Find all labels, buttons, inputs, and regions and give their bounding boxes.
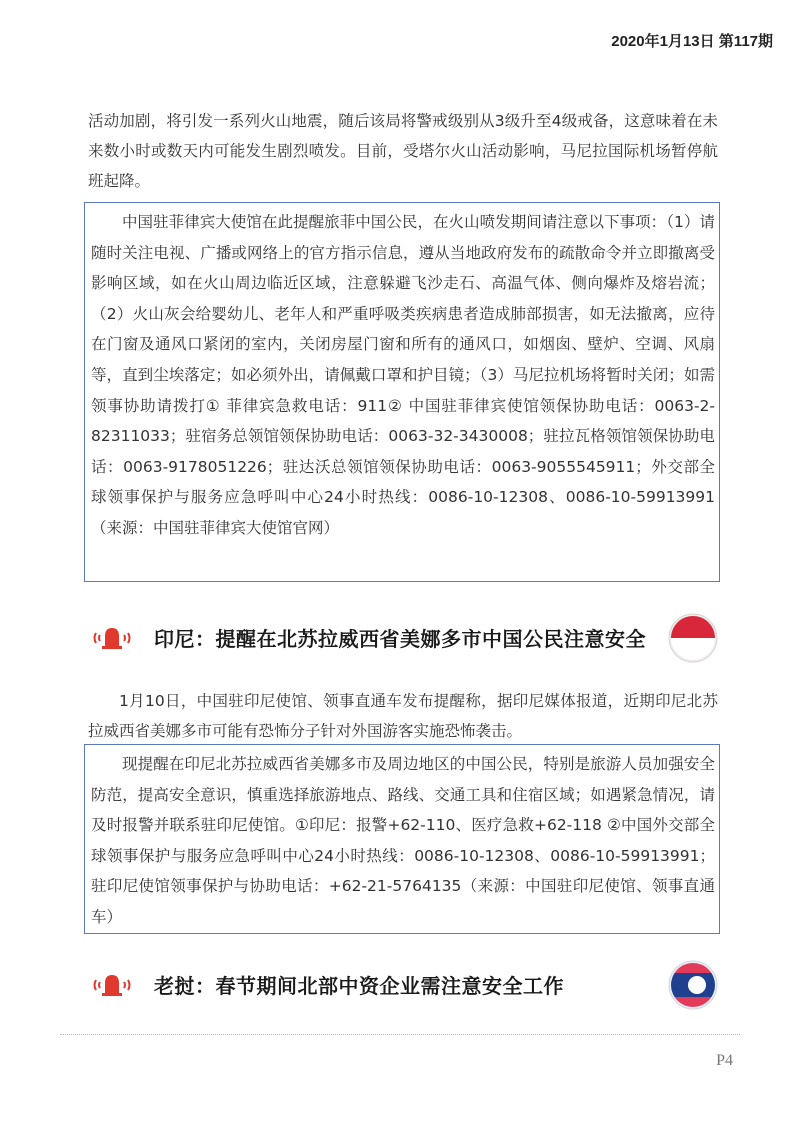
section-title-laos: 老挝：春节期间北部中资企业需注意安全工作 — [154, 974, 564, 998]
laos-flag-icon — [668, 960, 718, 1010]
section-header-indonesia — [88, 613, 718, 663]
notice-text-indonesia: 现提醒在印尼北苏拉威西省美娜多市及周边地区的中国公民，特别是旅游人员加强安全防范，提高安全意识，慎重选择旅游地点、路线、交通工具和住宿区域；如遇紧急情况，请及时报警并联系驻印尼使馆。①印尼：报警+62-110、医疗急救+62-118 ②中国外交部全球领事保护与服务应急呼叫中心24小时热线：0086-10-12308、0086-10-59913991；驻印尼使馆领事保护与协助电话：+62-21-5764135（来源：中国驻印尼使馆、领事直通车） — [91, 755, 715, 926]
indonesia-flag-icon — [668, 613, 718, 663]
paragraph-volcano-continued: 活动加剧，将引发一系列火山地震，随后该局将警戒级别从3级升至4级戒备，这意味着在未来数小时或数天内可能发生剧烈喷发。目前，受塔尔火山活动影响，马尼拉国际机场暂停航班起降。 — [88, 112, 718, 190]
page-number: P4 — [716, 1052, 733, 1069]
notice-text-philippines: 中国驻菲律宾大使馆在此提醒旅菲中国公民，在火山喷发期间请注意以下事项：（1）请随时关注电视、广播或网络上的官方指示信息，遵从当地政府发布的疏散命令并立即撤离受影响区域，如在火山周边临近区域，注意躲避飞沙走石、高温气体、侧向爆炸及熔岩流；（2）火山灰会给婴幼儿、老年人和严重呼吸类疾病患者造成肺部损害，如无法撤离，应待在门窗及通风口紧闭的室内，关闭房屋门窗和所有的通风口，如烟囱、壁炉、空调、风扇等，直到尘埃落定；如必须外出，请佩戴口罩和护目镜；（3）马尼拉机场将暂时关闭；如需领事协助请拨打① 菲律宾急救电话：911② 中国驻菲律宾使馆领保协助电话：0063-2-82311033；驻宿务总领馆领保协助电话：0063-32-3430008；驻拉瓦格领馆领保协助电话：0063-9178051226；驻达沃总领馆领保协助电话：0063-9055545911；外交部全球领事保护与服务应急呼叫中心24小时热线：0086-10-12308、0086-10-59913991（来源：中国驻菲律宾大使馆官网） — [91, 213, 715, 537]
alarm-bell-icon — [92, 625, 132, 651]
alarm-bell-icon — [92, 972, 132, 998]
header-date-issue: 2020年1月13日 第117期 — [611, 33, 773, 50]
notice-box-philippines — [84, 202, 720, 582]
section-header-laos — [88, 960, 718, 1010]
paragraph-indonesia-intro: 1月10日，中国驻印尼使馆、领事直通车发布提醒称，据印尼媒体报道，近期印尼北苏拉威西省美娜多市可能有恐怖分子针对外国游客实施恐怖袭击。 — [88, 692, 718, 740]
notice-box-indonesia — [84, 744, 720, 934]
section-title-indonesia: 印尼：提醒在北苏拉威西省美娜多市中国公民注意安全 — [154, 627, 646, 651]
footer-divider — [60, 1034, 740, 1035]
